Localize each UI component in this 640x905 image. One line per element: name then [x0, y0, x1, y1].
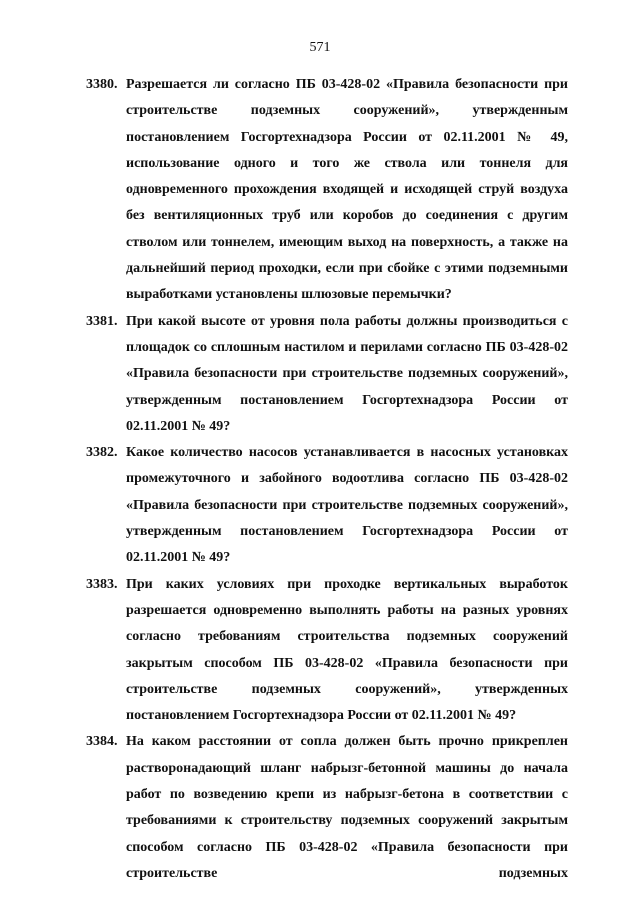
- question-text: На каком расстоянии от сопла должен быть прочно прикреплен растворонадающий шланг набрызг-бетонной машины до начала работ по возведению крепи из набрызг-бетона в соответствии с требованиями к строительству подземных сооружений закрытым способом согласно ПБ 03-428-02 «Правила безопасности при строительстве подземных: [126, 734, 568, 881]
- question-item: [86, 72, 568, 309]
- question-text: Разрешается ли согласно ПБ 03-428-02 «Правила безопасности при строительстве подземных сооружений», утвержденным постановлением Госгортехнадзора России от 02.11.2001 № 49, использование одного и того же ствола или тоннеля для одновременного прохождения входящей и исходящей струй воздуха без вентиляционных труб или коробов до соединения с другим стволом или тоннелем, имеющим выход на поверхность, а также на дальнейший период проходки, если при сбойке с этими подземными выработками установлены шлюзовые перемычки?: [126, 77, 568, 303]
- question-number: 3384.: [86, 734, 118, 750]
- question-text: Какое количество насосов устанавливается в насосных установках промежуточного и забойного водоотлива согласно ПБ 03-428-02 «Правила безопасности при строительстве подземных сооружений», утвержденным постановлением Госгортехнадзора России от 02.11.2001 № 49?: [126, 445, 568, 566]
- question-text: При каких условиях при проходке вертикальных выработок разрешается одновременно выполнять работы на разных уровнях согласно требованиям строительства подземных сооружений закрытым способом ПБ 03-428-02 «Правила безопасности при строительстве подземных сооружений», утвержденных постановлением Госгортехнадзора России от 02.11.2001 № 49?: [126, 576, 568, 724]
- question-number: 3381.: [86, 313, 118, 329]
- question-list: [86, 72, 568, 887]
- question-number: 3380.: [86, 77, 118, 92]
- question-text: При какой высоте от уровня пола работы должны производиться с площадок со сплошным настилом и перилами согласно ПБ 03-428-02 «Правила безопасности при строительстве подземных сооружений», утвержденным постановлением Госгортехнадзора России от 02.11.2001 № 49?: [126, 313, 568, 434]
- question-item: [86, 309, 568, 440]
- question-number: 3382.: [86, 445, 118, 461]
- question-number: 3383.: [86, 576, 118, 592]
- page-number: 571: [309, 40, 331, 55]
- question-item: [86, 729, 568, 887]
- question-item: [86, 572, 568, 730]
- question-item: [86, 440, 568, 571]
